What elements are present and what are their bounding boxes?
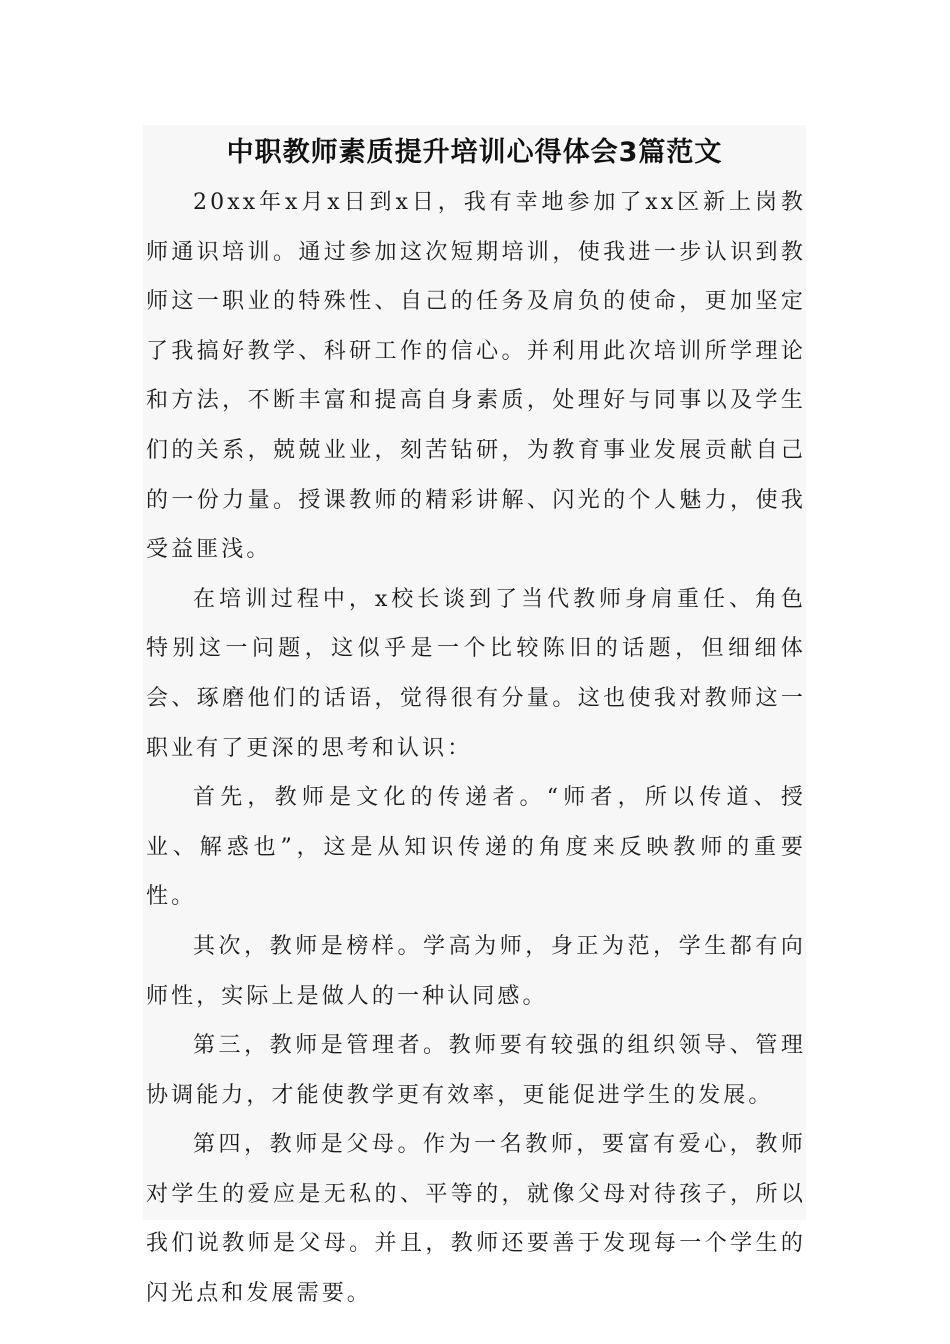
paragraph-2: 在培训过程中，x校长谈到了当代教师身肩重任、角色特别这一问题，这似乎是一个比较陈旧的话题，但细细体会、琢磨他们的话语，觉得很有分量。这也使我对教师这一职业有了更深的思考和认识： xyxy=(146,586,806,761)
paragraph-1: 20xx年x月x日到x日，我有幸地参加了xx区新上岗教师通识培训。通过参加这次短期培训，使我进一步认识到教师这一职业的特殊性、自己的任务及肩负的使命，更加坚定了我搞好教学、科研工作的信心。并利用此次培训所学理论和方法，不断丰富和提高自身素质，处理好与同事以及学生们的关系，兢兢业业，刻苦钻研，为教育事业发展贡献自己的一份力量。授课教师的精彩讲解、闪光的个人魅力，使我受益匪浅。 xyxy=(146,190,806,563)
paragraph-5: 第三，教师是管理者。教师要有较强的组织领导、管理协调能力，才能使教学更有效率，更能促进学生的发展。 xyxy=(146,1033,806,1108)
paragraph-4: 其次，教师是榜样。学高为师，身正为范，学生都有向师性，实际上是做人的一种认同感。 xyxy=(146,933,806,1009)
paragraph-3: 首先，教师是文化的传递者。“师者，所以传道、授业、解惑也”，这是从知识传递的角度来反映教师的重要性。 xyxy=(146,785,806,910)
document-body xyxy=(146,178,806,1319)
paragraph-6: 第四，教师是父母。作为一名教师，要富有爱心，教师对学生的爱应是无私的、平等的，就像父母对待孩子，所以我们说教师是父母。并且，教师还要善于发现每一个学生的闪光点和发展需要。 xyxy=(146,1132,806,1307)
document-title: 中职教师素质提升培训心得体会3篇范文 xyxy=(226,137,723,168)
